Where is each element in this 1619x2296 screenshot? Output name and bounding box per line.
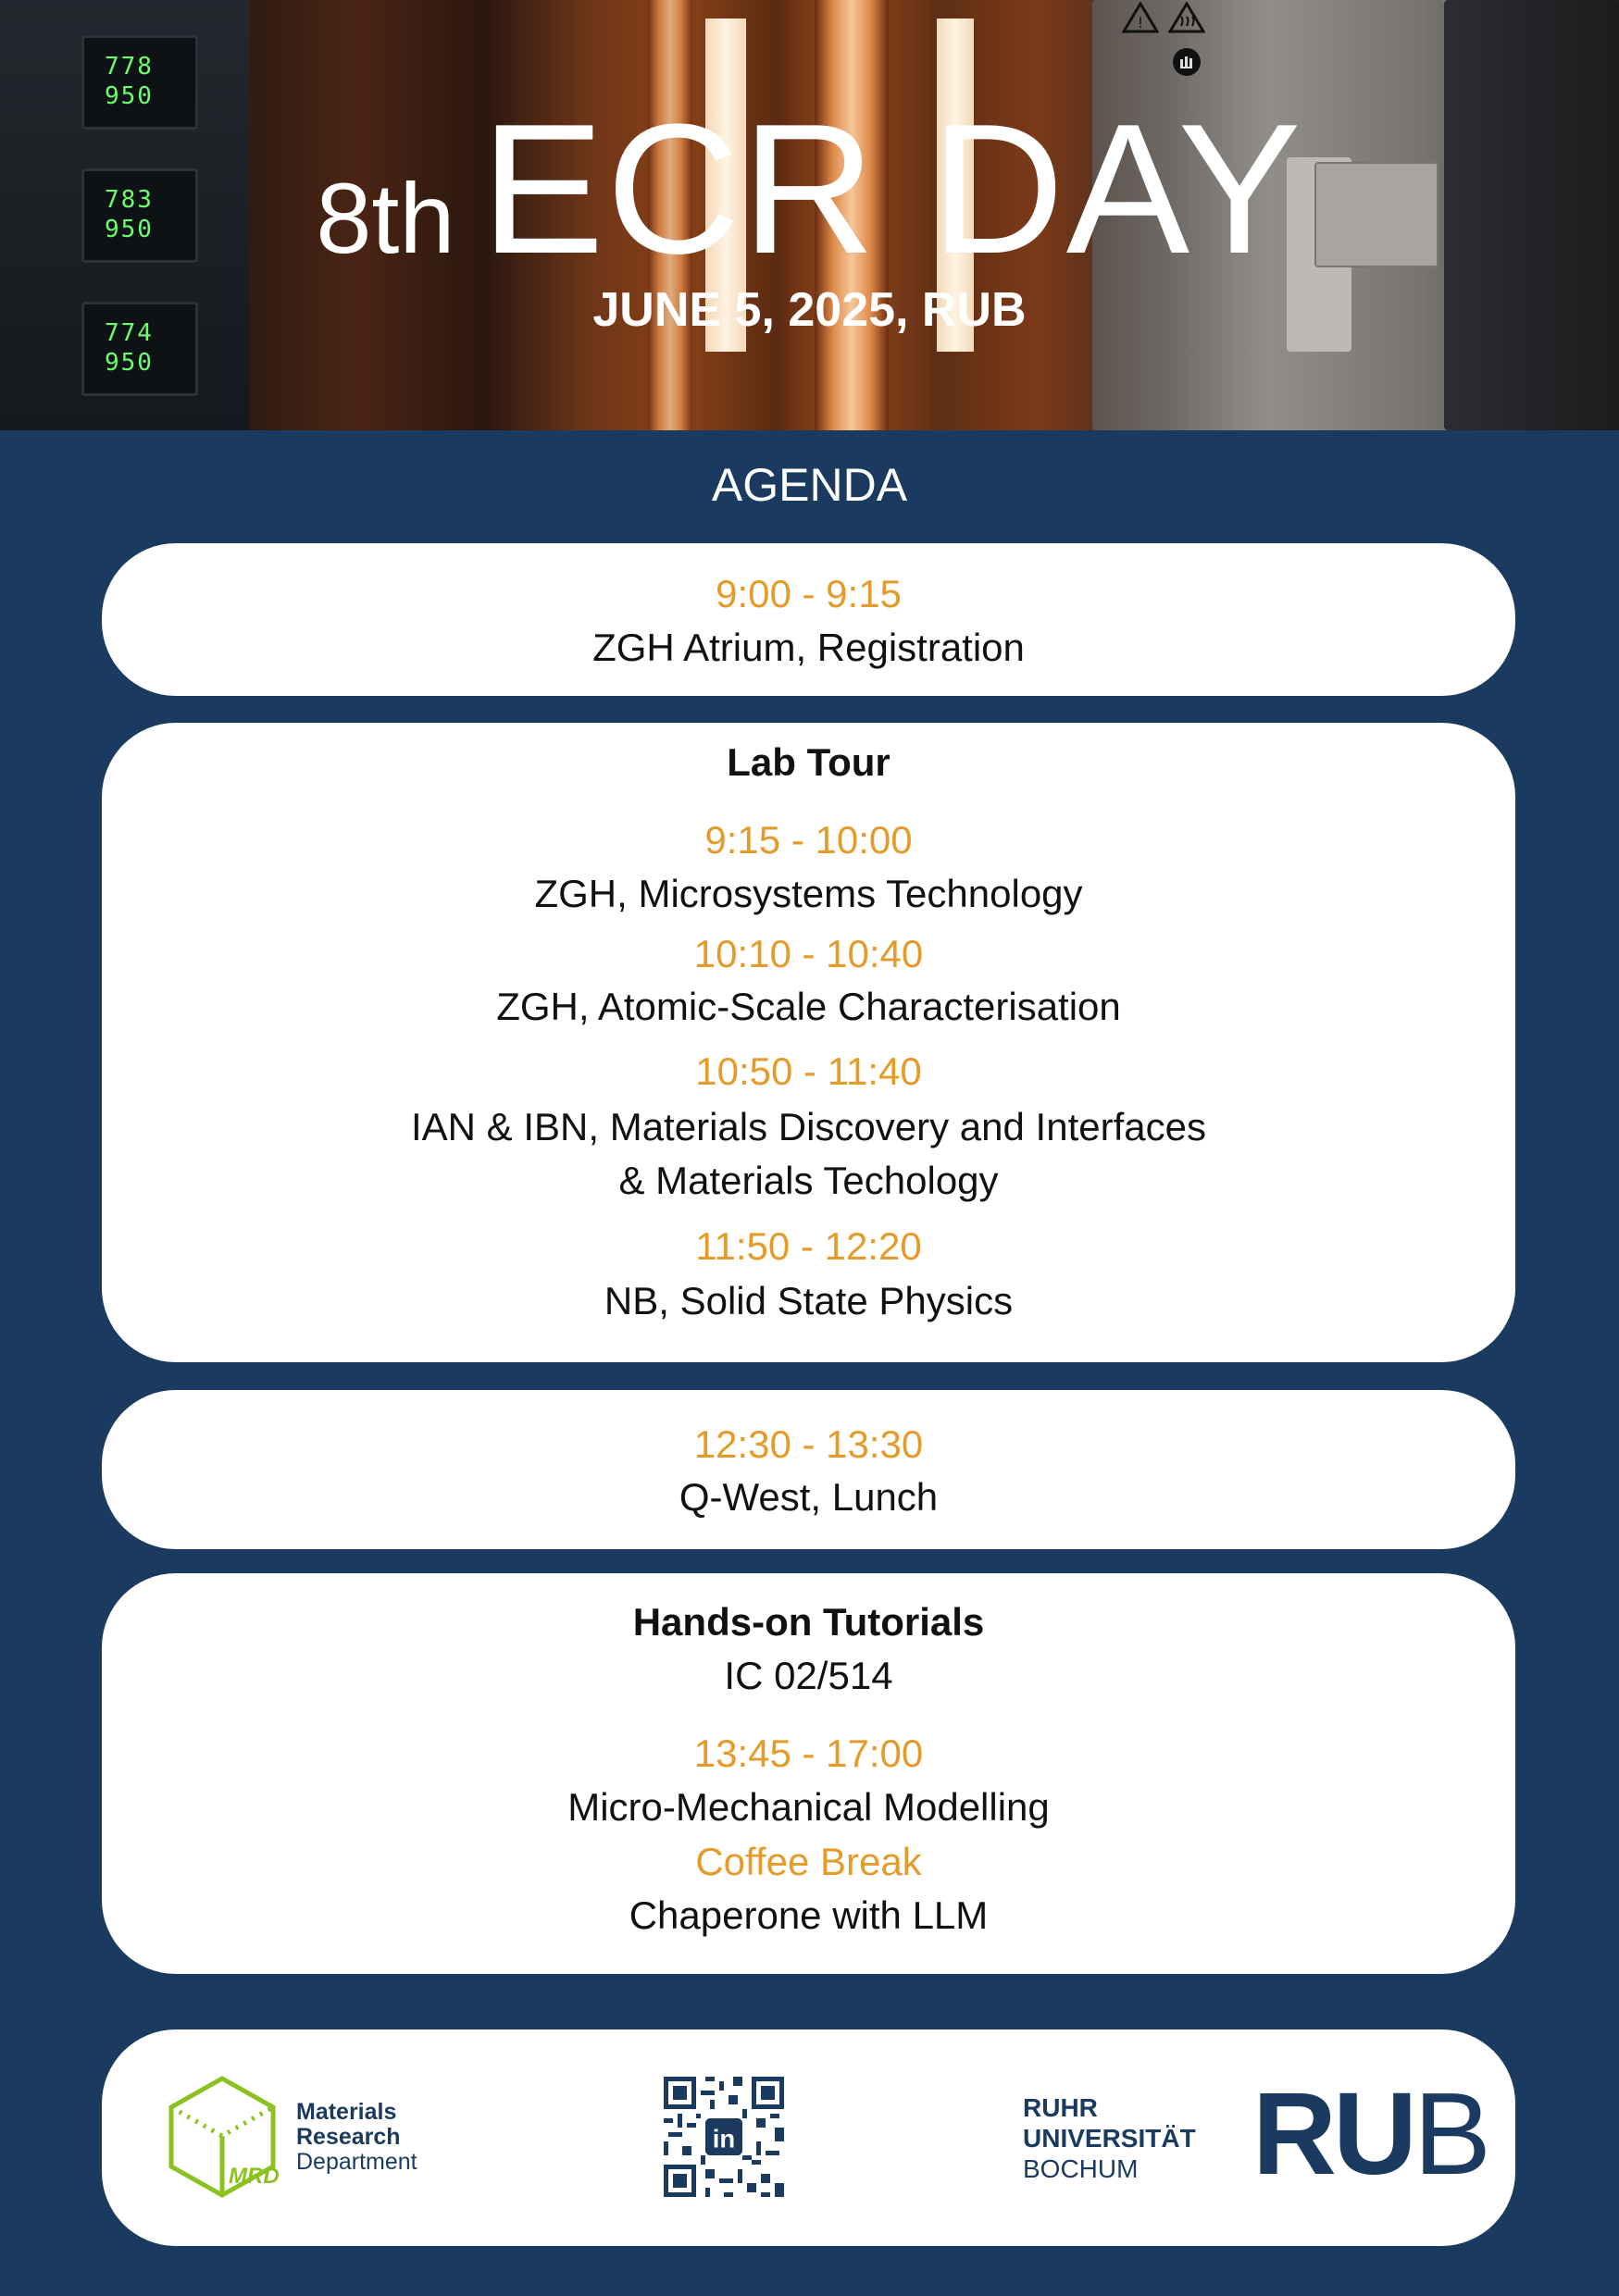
session-desc: ZGH, Microsystems Technology (534, 872, 1083, 915)
session-desc: Q-West, Lunch (679, 1475, 939, 1519)
session-time: 10:10 - 10:40 (693, 932, 924, 975)
session-desc: Micro-Mechanical Modelling (567, 1785, 1050, 1829)
linkedin-icon: in (712, 2124, 736, 2153)
agenda-heading: AGENDA (711, 459, 908, 511)
rub-logo-thin: B (1414, 2068, 1488, 2199)
session-desc: Chaperone with LLM (629, 1893, 989, 1937)
session-desc: ZGH, Atomic-Scale Characterisation (496, 985, 1121, 1028)
svg-text:!: ! (1137, 14, 1144, 31)
mrd-line-3: Department (296, 2149, 417, 2175)
coffee-break: Coffee Break (695, 1840, 922, 1883)
event-name: ECR DAY (480, 86, 1303, 292)
controller-setpoint: 950 (105, 82, 154, 110)
rub-line-1: RUHR (1023, 2093, 1098, 2122)
rub-logo-bold: RU (1252, 2068, 1414, 2199)
session-time: 9:00 - 9:15 (716, 572, 902, 615)
mrd-logo-letters: MRD (229, 2164, 280, 2189)
agenda-card-lab-tour (102, 723, 1515, 1362)
session-time: 11:50 - 12:20 (695, 1224, 922, 1268)
controller-value: 783 (105, 186, 154, 214)
session-desc: ZGH Atrium, Registration (592, 626, 1025, 669)
glove-icon (1168, 46, 1205, 78)
hot-surface-icon (1168, 2, 1205, 33)
warning-icon (1122, 2, 1159, 33)
session-time: 13:45 - 17:00 (693, 1731, 924, 1775)
section-heading: Lab Tour (727, 740, 890, 784)
session-time: 9:15 - 10:00 (704, 818, 913, 862)
controller-setpoint: 950 (105, 349, 154, 377)
mrd-line-2: Research (296, 2124, 401, 2150)
agenda-card-registration (102, 543, 1515, 696)
linkedin-qr-code[interactable] (664, 2077, 784, 2197)
event-date: JUNE 5, 2025, RUB (592, 283, 1027, 337)
controller-setpoint: 950 (105, 216, 154, 243)
event-ordinal: 8th (316, 162, 455, 274)
agenda-card-tutorials (102, 1573, 1515, 1974)
footer-logos (102, 2029, 1515, 2246)
controller-value: 778 (105, 53, 154, 81)
rub-line-3: BOCHUM (1023, 2154, 1139, 2183)
mrd-wordmark (296, 2100, 417, 2175)
controller-value: 774 (105, 319, 154, 347)
rub-wordmark (1023, 2092, 1196, 2184)
session-desc-continued: & Materials Techology (618, 1159, 999, 1202)
event-title (0, 83, 1619, 296)
mrd-cube-logo (162, 2074, 282, 2203)
section-heading: Hands-on Tutorials (632, 1600, 985, 1644)
session-time: 10:50 - 11:40 (695, 1049, 922, 1093)
session-time: 12:30 - 13:30 (693, 1422, 924, 1466)
session-desc: IAN & IBN, Materials Discovery and Interfaces (411, 1105, 1206, 1148)
agenda-card-lunch (102, 1390, 1515, 1549)
session-desc: NB, Solid State Physics (604, 1279, 1014, 1322)
rub-logo (1252, 2068, 1488, 2199)
room-number: IC 02/514 (724, 1654, 893, 1697)
rub-line-2: UNIVERSITÄT (1023, 2124, 1196, 2153)
hero-banner (0, 0, 1619, 430)
mrd-line-1: Materials (296, 2099, 397, 2125)
